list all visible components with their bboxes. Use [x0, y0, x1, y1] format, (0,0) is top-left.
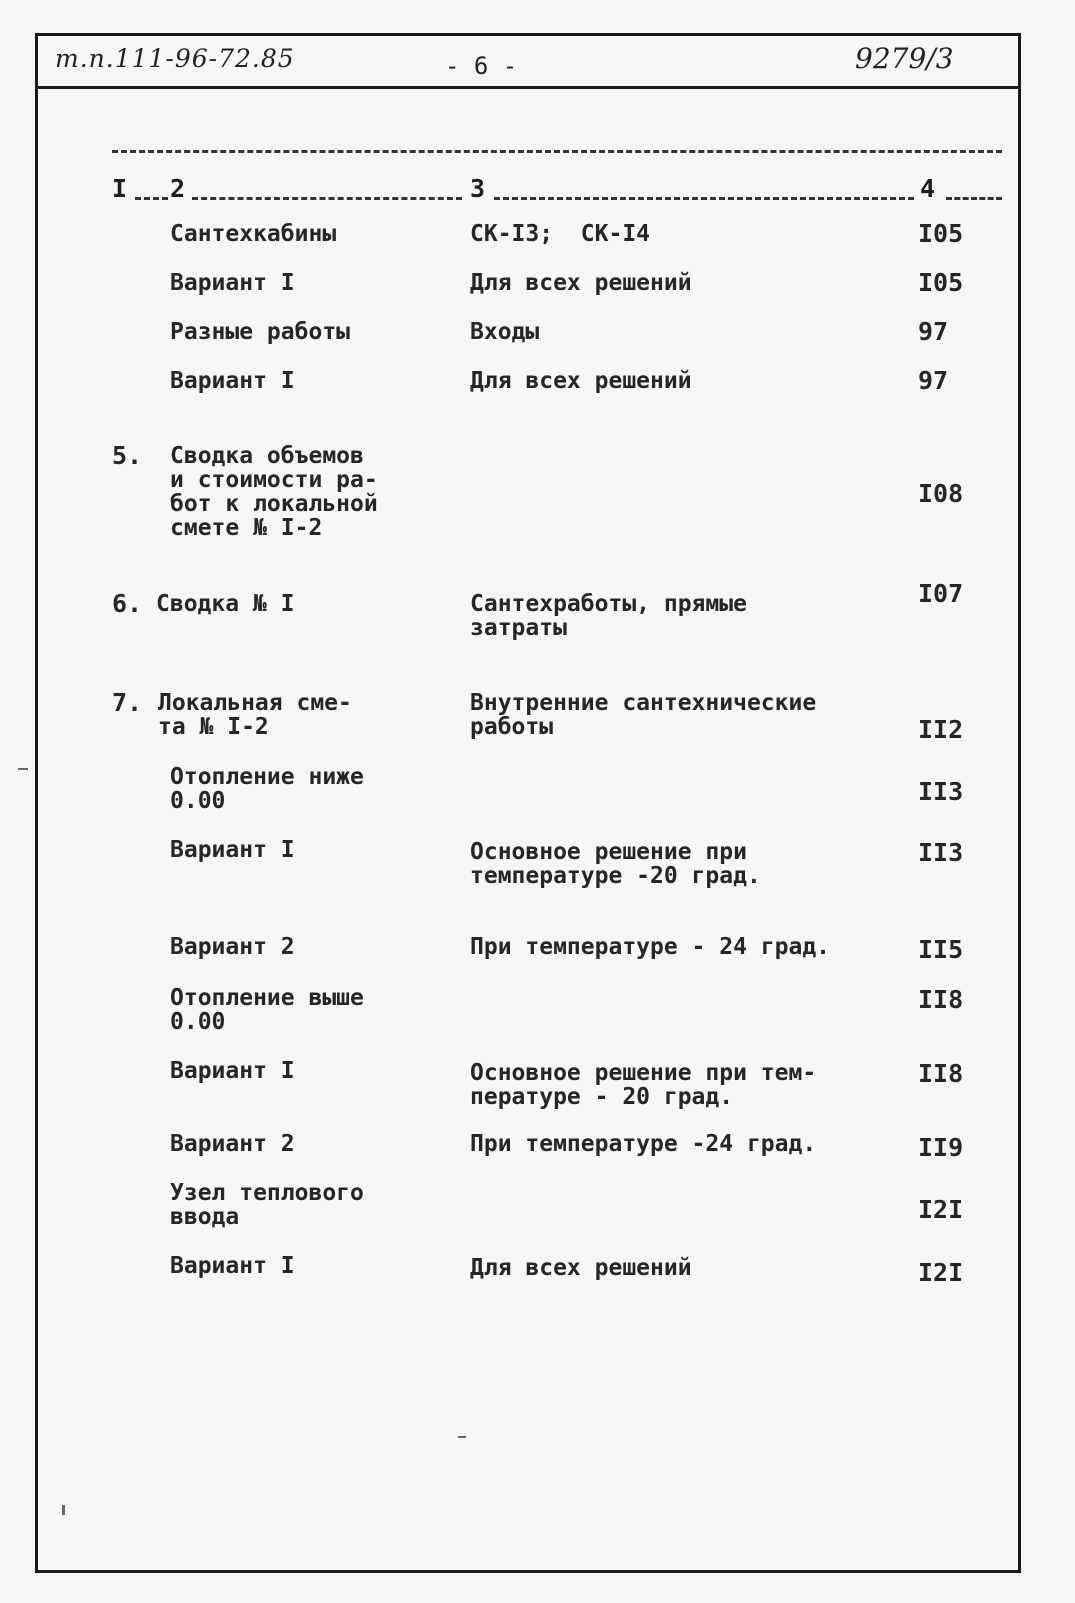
column-header-rule: [135, 197, 168, 200]
table-cell-title: Сводка № I: [156, 591, 295, 617]
table-cell-title: Сводка объемов и стоимости ра- бот к локальной смете № I-2: [170, 443, 378, 541]
table-cell-page: I05: [918, 219, 964, 248]
column-header-rule: [494, 197, 914, 200]
scan-mark: [18, 768, 28, 770]
table-cell-page: I07: [918, 579, 964, 608]
table-cell-page: II8: [918, 985, 964, 1014]
table-cell-page: II3: [918, 838, 964, 867]
table-cell-page: I2I: [918, 1258, 964, 1287]
table-top-rule: [112, 150, 1002, 153]
table-cell-title: Отопление выше 0.00: [170, 985, 364, 1035]
table-cell-title: Вариант I: [170, 1253, 295, 1279]
scan-mark: [62, 1505, 65, 1515]
table-cell-page: II5: [918, 935, 964, 964]
table-cell-title: Разные работы: [170, 319, 351, 345]
table-cell-description: Внутренние сантехнические работы: [470, 690, 817, 740]
header-divider: [35, 86, 1021, 89]
table-cell-title: Вариант I: [170, 270, 295, 296]
table-cell-description: СК-I3; СК-I4: [470, 221, 651, 247]
table-cell-page: II2: [918, 715, 964, 744]
page-number: - 6 -: [445, 52, 518, 80]
table-cell-description: Входы: [470, 319, 540, 345]
table-cell-title: Вариант 2: [170, 1131, 295, 1157]
column-header-1: I: [112, 174, 128, 203]
table-cell-page: 97: [918, 317, 949, 346]
sheet-code: 9279/3: [855, 42, 954, 75]
document-code: т.п.111-96-72.85: [55, 44, 295, 73]
scan-mark: [458, 1436, 466, 1438]
column-header-4: 4: [920, 174, 936, 203]
table-cell-page: I05: [918, 268, 964, 297]
table-cell-description: Для всех решений: [470, 270, 692, 296]
column-header-rule: [946, 197, 1002, 200]
table-cell-number: 5.: [112, 441, 143, 470]
table-cell-page: II9: [918, 1133, 964, 1162]
column-header-2: 2: [170, 174, 186, 203]
table-cell-page: 97: [918, 366, 949, 395]
table-cell-title: Локальная сме- та № I-2: [158, 690, 352, 740]
table-cell-title: Отопление ниже 0.00: [170, 764, 364, 814]
table-cell-title: Сантехкабины: [170, 221, 337, 247]
table-cell-title: Узел теплового ввода: [170, 1180, 364, 1230]
table-cell-description: Основное решение при температуре -20 град.: [470, 839, 761, 889]
table-cell-number: 7.: [112, 688, 143, 717]
column-header-rule: [192, 197, 462, 200]
table-cell-description: Сантехработы, прямые затраты: [470, 591, 747, 641]
table-cell-page: II3: [918, 777, 964, 806]
table-cell-page: I2I: [918, 1195, 964, 1224]
table-cell-title: Вариант I: [170, 837, 295, 863]
column-header-3: 3: [470, 174, 486, 203]
table-cell-description: При температуре - 24 град.: [470, 934, 831, 960]
table-cell-page: II8: [918, 1059, 964, 1088]
table-cell-description: При температуре -24 град.: [470, 1131, 817, 1157]
table-cell-number: 6.: [112, 589, 143, 618]
table-cell-description: Для всех решений: [470, 368, 692, 394]
table-cell-title: Вариант I: [170, 1058, 295, 1084]
table-cell-title: Вариант I: [170, 368, 295, 394]
table-cell-page: I08: [918, 479, 964, 508]
table-cell-description: Для всех решений: [470, 1255, 692, 1281]
table-cell-description: Основное решение при тем- пературе - 20 град.: [470, 1060, 817, 1110]
table-cell-title: Вариант 2: [170, 934, 295, 960]
